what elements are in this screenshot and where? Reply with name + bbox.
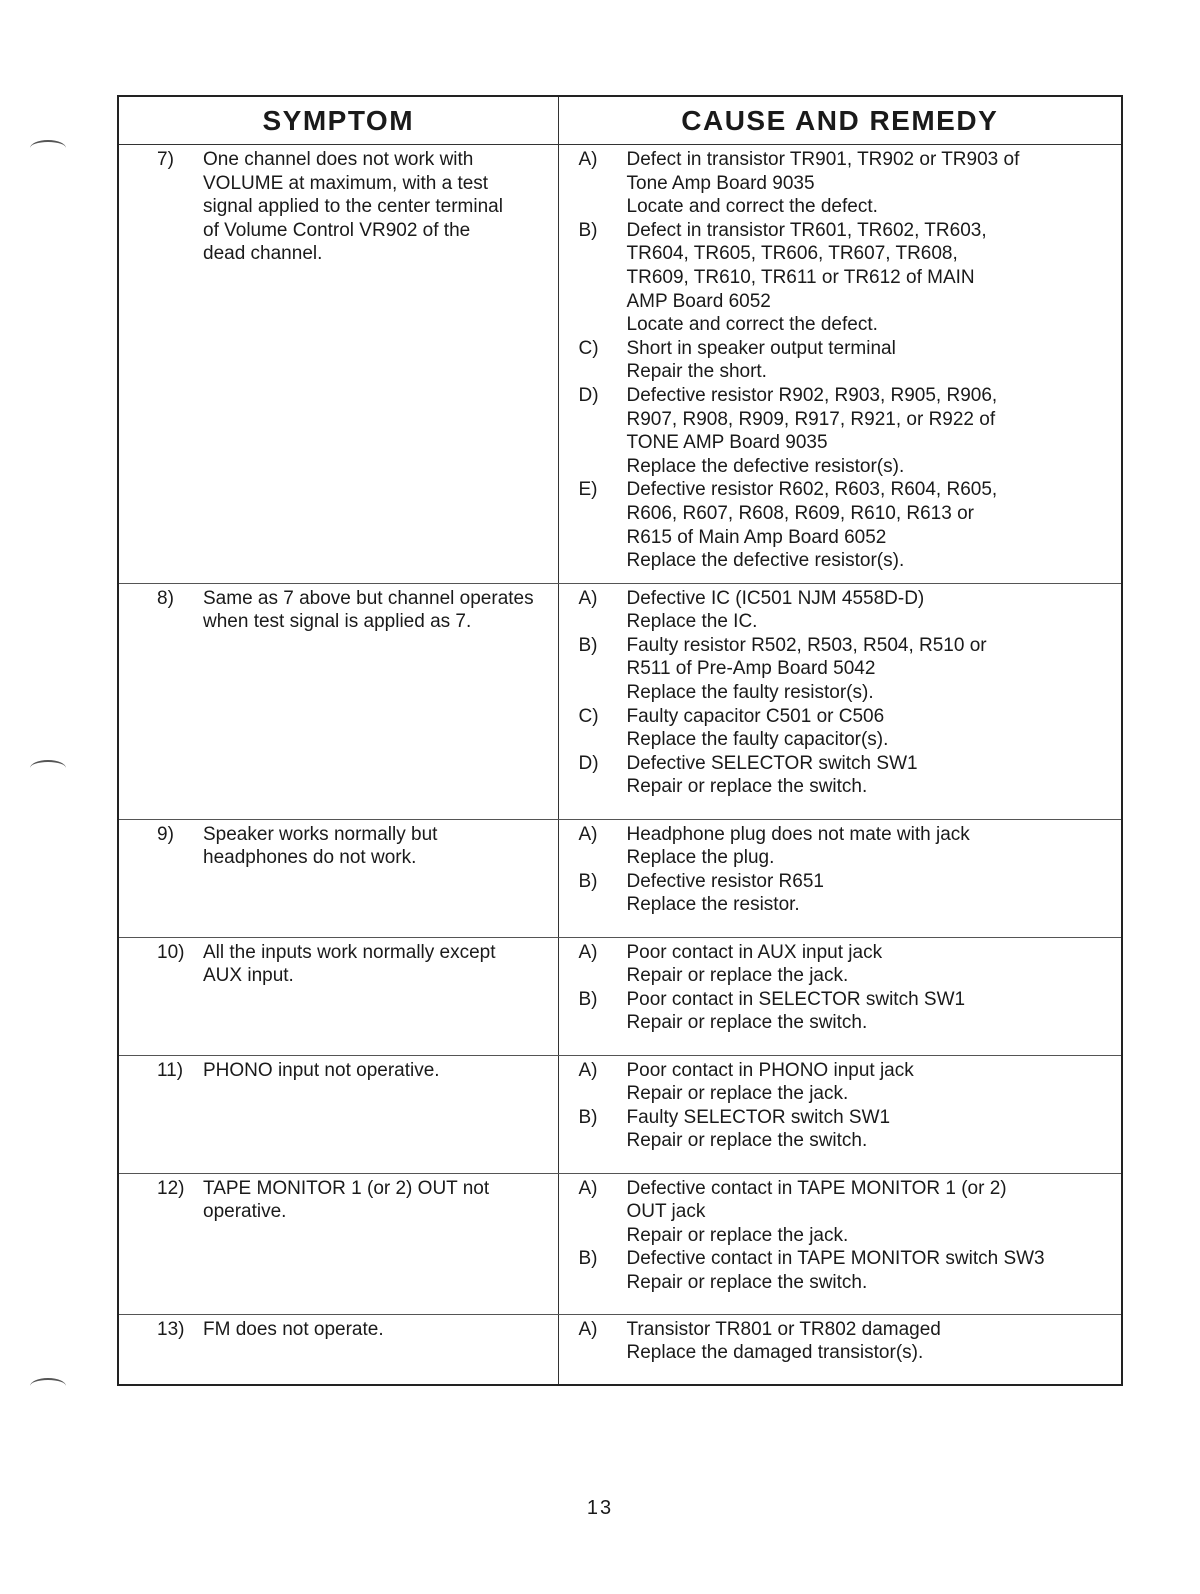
remedy-letter: A) (578, 1318, 598, 1340)
remedy-action: Repair or replace the switch. (626, 1130, 868, 1152)
symptom-number: 8) (157, 587, 174, 609)
table-row (118, 1314, 1122, 1385)
symptom-cell (118, 1314, 558, 1385)
symptom-number: 13) (157, 1318, 185, 1340)
remedy-item (579, 384, 1116, 478)
binder-hole-mark (30, 760, 66, 776)
remedy-item (579, 478, 1116, 572)
remedy-action: Repair or replace the switch. (626, 776, 868, 798)
remedy-item (579, 587, 1116, 634)
remedy-item (579, 752, 1116, 799)
cause-remedy-cell (558, 819, 1122, 937)
page-number: 13 (586, 1497, 614, 1519)
remedy-item (579, 941, 1116, 988)
remedy-cause: Defective resistor R602, R603, R604, R605, R606, R607, R608, R609, R610, R613 or R615 of Main Amp Board 6052 (626, 479, 998, 548)
remedy-letter: A) (578, 823, 598, 845)
symptom-text: FM does not operate. (203, 1318, 384, 1340)
remedy-action: Repair or replace the jack. (626, 1224, 849, 1246)
symptom-number: 12) (157, 1177, 185, 1199)
symptom-number: 11) (157, 1059, 184, 1081)
remedy-action: Locate and correct the defect. (626, 196, 878, 218)
remedy-cause: Poor contact in AUX input jack (626, 941, 883, 963)
remedy-cause: Defective resistor R902, R903, R905, R906, R907, R908, R909, R917, R921, or R922 of TONE AMP Board 9035 (626, 384, 998, 454)
symptom-cell (118, 145, 558, 584)
symptom-text: All the inputs work normally except AUX input. (203, 941, 496, 987)
symptom-cell (118, 819, 558, 937)
remedy-item (579, 1318, 1116, 1365)
remedy-letter: A) (578, 587, 598, 609)
table-row (118, 819, 1122, 937)
remedy-letter: A) (578, 1177, 598, 1199)
remedy-letter: A) (578, 1059, 598, 1081)
remedy-cause: Faulty SELECTOR switch SW1 (626, 1106, 891, 1128)
remedy-action: Replace the defective resistor(s). (626, 550, 905, 572)
symptom-header: SYMPTOM (118, 96, 558, 145)
cause-remedy-cell (558, 1314, 1122, 1385)
remedy-item (579, 1059, 1116, 1106)
table-row (118, 937, 1122, 1055)
table-row (118, 145, 1122, 584)
remedy-item (579, 823, 1116, 870)
table-row (118, 1055, 1122, 1173)
remedy-letter: B) (578, 1248, 598, 1270)
remedy-item (579, 1247, 1116, 1294)
cause-remedy-cell (558, 583, 1122, 819)
symptom-number: 7) (157, 149, 174, 170)
remedy-letter: A) (578, 941, 598, 963)
remedy-cause: Faulty capacitor C501 or C506 (626, 705, 885, 727)
remedy-cause: Defective contact in TAPE MONITOR 1 (or 2) OUT jack (626, 1177, 1007, 1223)
remedy-letter: A) (578, 149, 598, 170)
remedy-action: Replace the faulty capacitor(s). (626, 729, 889, 751)
symptom-cell (118, 583, 558, 819)
remedy-action: Repair or replace the jack. (626, 1083, 849, 1105)
remedy-item (579, 219, 1116, 337)
remedy-item (579, 1177, 1116, 1248)
cause-remedy-cell (558, 1055, 1122, 1173)
symptom-text: TAPE MONITOR 1 (or 2) OUT not operative. (203, 1177, 490, 1223)
remedy-action: Replace the resistor. (626, 894, 800, 916)
table-body (118, 145, 1122, 1386)
remedy-cause: Defect in transistor TR601, TR602, TR603, TR604, TR605, TR606, TR607, TR608, TR609, TR610, TR611 or TR612 of MAIN AMP Board 6052 (626, 219, 987, 312)
symptom-number: 10) (157, 941, 185, 963)
remedy-letter: E) (578, 479, 598, 501)
remedy-action: Repair or replace the switch. (626, 1272, 868, 1294)
remedy-cause: Transistor TR801 or TR802 damaged (626, 1318, 941, 1340)
remedy-action: Replace the defective resistor(s). (626, 455, 905, 477)
cause-remedy-cell (558, 937, 1122, 1055)
symptom-cell (118, 937, 558, 1055)
remedy-cause: Poor contact in PHONO input jack (626, 1059, 914, 1081)
table-header-row (118, 96, 1122, 145)
remedy-letter: D) (578, 384, 599, 406)
symptom-cell (118, 1173, 558, 1314)
remedy-cause: Short in speaker output terminal (626, 337, 896, 359)
remedy-action: Repair or replace the jack. (626, 965, 849, 987)
remedy-action: Replace the faulty resistor(s). (626, 682, 874, 704)
binder-hole-mark (30, 1378, 66, 1394)
remedy-item (579, 870, 1116, 917)
binder-hole-mark (30, 140, 66, 156)
remedy-action: Replace the IC. (626, 611, 758, 633)
remedy-cause: Defective IC (IC501 NJM 4558D-D) (626, 587, 925, 609)
cause-remedy-cell (558, 145, 1122, 584)
remedy-action: Replace the plug. (626, 847, 775, 869)
troubleshooting-table (117, 95, 1123, 1386)
remedy-cause: Poor contact in SELECTOR switch SW1 (626, 988, 966, 1010)
symptom-number: 9) (157, 823, 174, 845)
remedy-cause: Defective resistor R651 (626, 870, 824, 892)
symptom-text: One channel does not work with VOLUME at maximum, with a test signal applied to the center terminal of Volume Control VR902 of the dead channel. (203, 149, 503, 265)
remedy-letter: B) (578, 219, 598, 241)
remedy-letter: B) (578, 634, 598, 656)
remedy-letter: B) (578, 1106, 598, 1128)
remedy-item (579, 337, 1116, 384)
remedy-item (579, 634, 1116, 705)
symptom-cell (118, 1055, 558, 1173)
symptom-text: Same as 7 above but channel operates when test signal is applied as 7. (203, 587, 534, 633)
remedy-letter: B) (578, 870, 598, 892)
remedy-action: Locate and correct the defect. (626, 314, 878, 336)
remedy-letter: D) (578, 752, 599, 774)
table-row (118, 1173, 1122, 1314)
remedy-item (579, 988, 1116, 1035)
remedy-letter: C) (578, 337, 599, 359)
symptom-text: Speaker works normally but headphones do not work. (203, 823, 438, 869)
remedy-item (579, 148, 1116, 219)
remedy-letter: B) (578, 988, 598, 1010)
remedy-cause: Faulty resistor R502, R503, R504, R510 or R511 of Pre-Amp Board 5042 (626, 634, 987, 680)
remedy-cause: Defect in transistor TR901, TR902 or TR903 of Tone Amp Board 9035 (626, 149, 1020, 194)
remedy-letter: C) (578, 705, 599, 727)
remedy-item (579, 705, 1116, 752)
remedy-action: Repair the short. (626, 361, 767, 383)
cause-remedy-cell (558, 1173, 1122, 1314)
symptom-text: PHONO input not operative. (203, 1059, 440, 1081)
remedy-cause: Headphone plug does not mate with jack (626, 823, 970, 845)
cause-remedy-header: CAUSE AND REMEDY (558, 96, 1122, 145)
remedy-action: Repair or replace the switch. (626, 1012, 868, 1034)
remedy-action: Replace the damaged transistor(s). (626, 1342, 924, 1364)
remedy-cause: Defective contact in TAPE MONITOR switch SW3 (626, 1248, 1045, 1270)
table-row (118, 583, 1122, 819)
remedy-cause: Defective SELECTOR switch SW1 (626, 752, 918, 774)
remedy-item (579, 1106, 1116, 1153)
